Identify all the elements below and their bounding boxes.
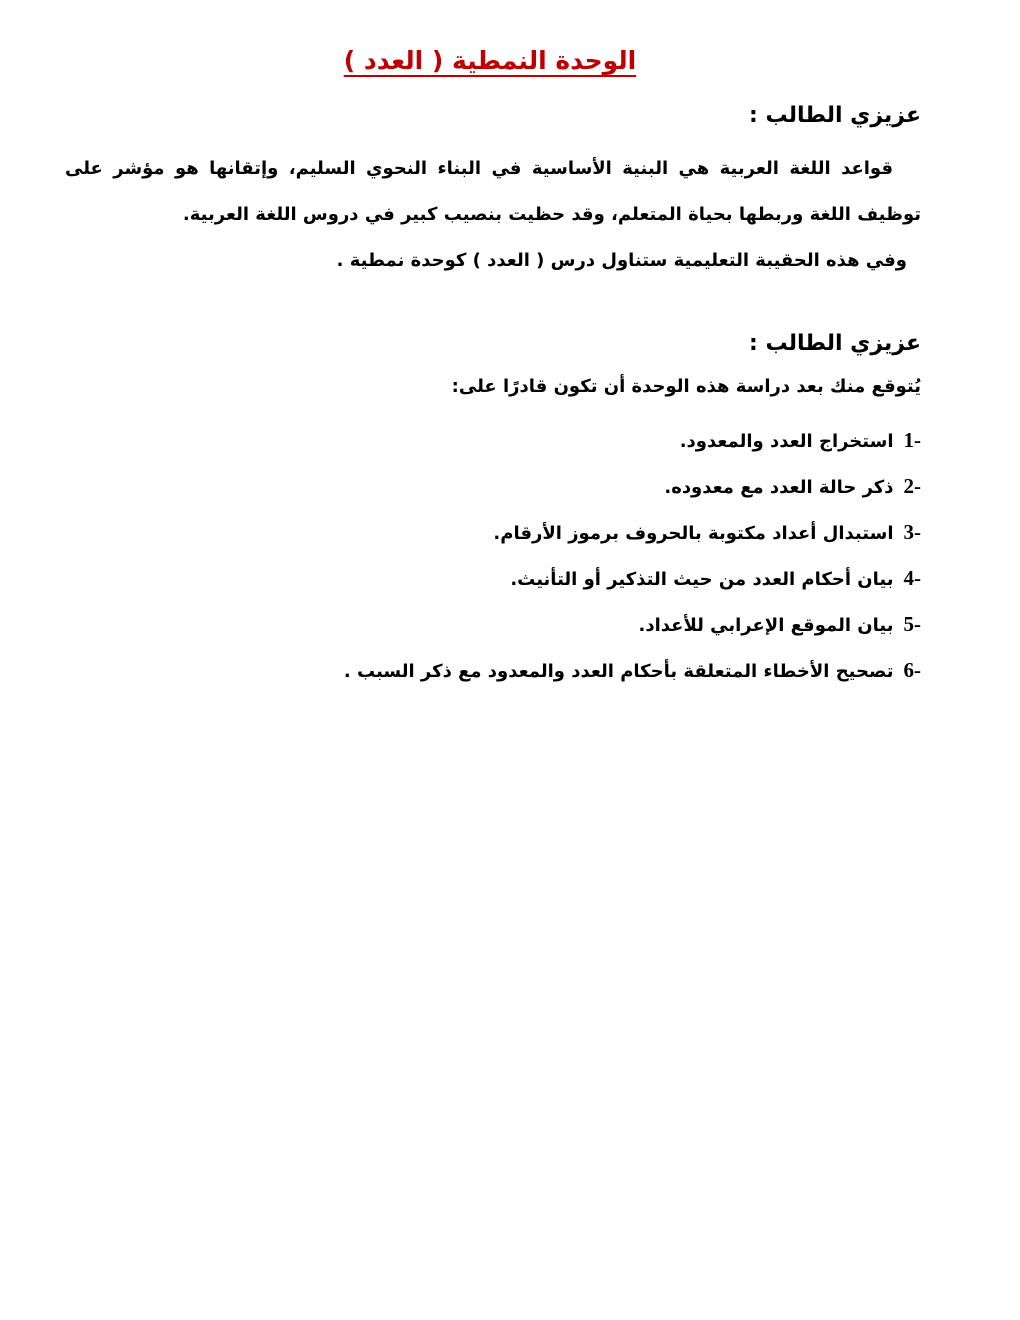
objective-item xyxy=(344,464,921,510)
objective-number: 6- xyxy=(903,658,921,682)
objective-text: استبدال أعداد مكتوبة بالحروف برموز الأرقام. xyxy=(493,523,894,544)
objective-text: استخراج العدد والمعدود. xyxy=(679,431,894,452)
intro-section xyxy=(65,146,921,284)
objective-item xyxy=(344,510,921,556)
objective-number: 3- xyxy=(903,520,921,544)
greeting-heading-1: عزيزي الطالب : xyxy=(749,103,921,128)
expectation-text: يُتوقع منك بعد دراسة هذه الوحدة أن تكون قادرًا على: xyxy=(451,376,921,397)
objective-item xyxy=(344,602,921,648)
objective-item xyxy=(344,648,921,694)
intro-paragraph-1: قواعد اللغة العربية هي البنية الأساسية في البناء النحوي السليم، وإتقانها هو مؤشر على توظيف اللغة وربطها بحياة المتعلم، وقد حظيت بنصيب كبير في دروس اللغة العربية. xyxy=(65,158,921,225)
objective-number: 5- xyxy=(903,612,921,636)
objective-number: 2- xyxy=(903,474,921,498)
objective-text: بيان أحكام العدد من حيث التذكير أو التأنيث. xyxy=(510,569,894,590)
objective-text: بيان الموقع الإعرابي للأعداد. xyxy=(638,615,894,636)
objective-item xyxy=(344,556,921,602)
objective-number: 1- xyxy=(903,428,921,452)
objectives-list xyxy=(344,418,921,694)
page-title: الوحدة النمطية ( العدد ) xyxy=(343,46,637,75)
objective-text: تصحيح الأخطاء المتعلقة بأحكام العدد والمعدود مع ذكر السبب . xyxy=(343,661,894,682)
intro-paragraph-2: وفي هذه الحقيبة التعليمية ستناول درس ( العدد ) كوحدة نمطية . xyxy=(336,250,907,271)
objective-text: ذكر حالة العدد مع معدوده. xyxy=(664,477,894,498)
objective-number: 4- xyxy=(903,566,921,590)
greeting-heading-2: عزيزي الطالب : xyxy=(749,331,921,356)
objective-item xyxy=(344,418,921,464)
